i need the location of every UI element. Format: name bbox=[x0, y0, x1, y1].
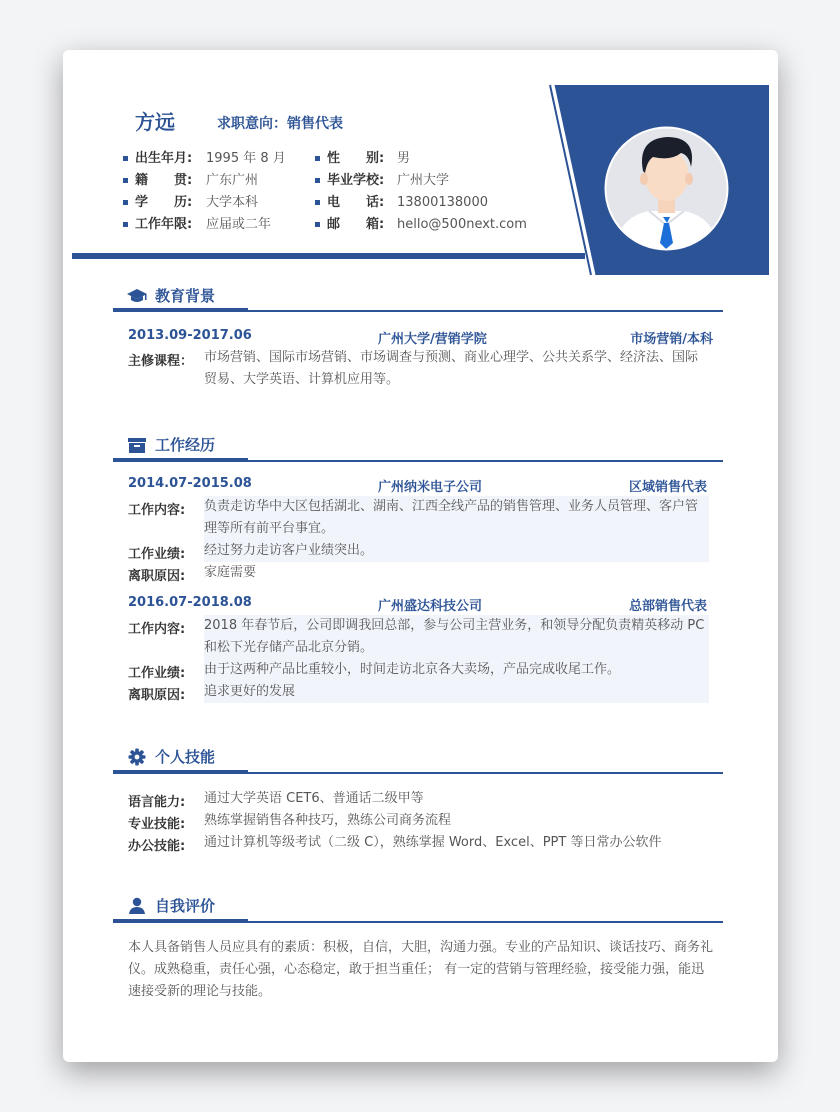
bullet-square bbox=[315, 200, 320, 205]
info-label: 电 话: bbox=[327, 195, 385, 210]
job-leave-label: 离职原因: bbox=[128, 569, 186, 584]
gear-icon bbox=[127, 748, 147, 766]
section-divider bbox=[113, 921, 723, 923]
bullet-square bbox=[123, 156, 128, 161]
job-company: 广州盛达科技公司 bbox=[378, 599, 483, 614]
skill-value: 通过大学英语 CET6、普通话二级甲等 bbox=[204, 791, 424, 806]
info-value: 1995 年 8 月 bbox=[206, 151, 286, 166]
education-degree: 市场营销/本科 bbox=[630, 332, 713, 347]
resume-page bbox=[63, 50, 778, 1062]
info-value: 男 bbox=[397, 151, 411, 166]
info-label: 籍 贯: bbox=[135, 173, 193, 188]
bullet-square bbox=[315, 156, 320, 161]
bullet-square bbox=[123, 200, 128, 205]
courses-value: 市场营销、国际市场营销、市场调查与预测、商业心理学、公共关系学、经济法、国际贸易、大学英语、计算机应用等。 bbox=[204, 350, 699, 387]
skill-value: 通过计算机等级考试（二级 C），熟练掌握 Word、Excel、PPT 等日常办公软件 bbox=[204, 835, 662, 850]
job-leave-label: 离职原因: bbox=[128, 688, 186, 703]
bullet-square bbox=[315, 178, 320, 183]
job-content-value: 负责走访华中大区包括湖北、湖南、江西全线产品的销售管理、业务人员管理、客户管理等所有前平台事宜。 bbox=[204, 499, 699, 536]
info-value: 13800138000 bbox=[397, 195, 488, 210]
skill-label: 专业技能: bbox=[128, 817, 186, 832]
info-value: hello@500next.com bbox=[397, 217, 527, 232]
section-title-text: 教育背景 bbox=[155, 287, 216, 305]
info-value: 广东广州 bbox=[206, 173, 259, 188]
job-result-label: 工作业绩: bbox=[128, 666, 186, 681]
bullet-square bbox=[123, 178, 128, 183]
skill-label: 语言能力: bbox=[128, 795, 186, 810]
archive-box-icon bbox=[127, 436, 147, 454]
info-value: 应届或二年 bbox=[206, 217, 272, 232]
job-content-label: 工作内容: bbox=[128, 622, 186, 637]
job-result-label: 工作业绩: bbox=[128, 547, 186, 562]
job-leave-value: 追求更好的发展 bbox=[204, 684, 296, 699]
education-date: 2013.09-2017.06 bbox=[128, 328, 252, 343]
info-value: 大学本科 bbox=[206, 195, 259, 210]
section-title-text: 工作经历 bbox=[155, 436, 216, 454]
skill-label: 办公技能: bbox=[128, 839, 186, 854]
job-result-value: 经过努力走访客户业绩突出。 bbox=[204, 543, 374, 558]
section-divider bbox=[113, 310, 723, 312]
job-position: 总部销售代表 bbox=[628, 599, 707, 614]
job-result-value: 由于这两种产品比重较小，时间走访北京各大卖场，产品完成收尾工作。 bbox=[204, 662, 621, 677]
job-content-value: 2018 年春节后，公司即调我回总部，参与公司主营业务，和领导分配负责精英移动 PC 和松下光存储产品北京分销。 bbox=[204, 618, 705, 655]
graduation-cap-icon bbox=[127, 287, 147, 305]
person-icon bbox=[127, 897, 147, 915]
info-label: 毕业学校: bbox=[327, 173, 385, 188]
courses-label: 主修课程： bbox=[128, 354, 194, 369]
info-value: 广州大学 bbox=[397, 173, 450, 188]
bullet-square bbox=[123, 222, 128, 227]
job-leave-value: 家庭需要 bbox=[204, 565, 257, 580]
info-label: 邮 箱: bbox=[327, 217, 385, 232]
info-label: 工作年限: bbox=[135, 217, 193, 232]
info-label: 学 历: bbox=[135, 195, 193, 210]
job-entry-header bbox=[128, 476, 713, 494]
section-title-text: 个人技能 bbox=[155, 748, 216, 766]
section-divider bbox=[113, 772, 723, 774]
skill-value: 熟练掌握销售各种技巧，熟练公司商务流程 bbox=[204, 813, 452, 828]
job-content-label: 工作内容: bbox=[128, 503, 186, 518]
header-divider bbox=[72, 253, 585, 259]
bullet-square bbox=[315, 222, 320, 227]
info-label: 性 别: bbox=[327, 151, 385, 166]
avatar bbox=[603, 125, 730, 252]
section-divider bbox=[113, 460, 723, 462]
education-school: 广州大学/营销学院 bbox=[378, 332, 487, 347]
info-label: 出生年月: bbox=[135, 151, 193, 166]
job-intent: 求职意向：销售代表 bbox=[217, 116, 343, 132]
job-date: 2014.07-2015.08 bbox=[128, 476, 252, 491]
job-entry-header bbox=[128, 595, 713, 613]
candidate-name: 方远 bbox=[135, 110, 175, 134]
education-entry-header bbox=[128, 328, 713, 346]
job-date: 2016.07-2018.08 bbox=[128, 595, 252, 610]
job-company: 广州纳米电子公司 bbox=[378, 480, 483, 495]
job-position: 区域销售代表 bbox=[628, 480, 707, 495]
self-evaluation-text: 本人具备销售人员应具有的素质：积极，自信，大胆，沟通力强。专业的产品知识、谈话技巧、商务礼仪。成熟稳重，责任心强，心态稳定，敢于担当重任； 有一定的营销与管理经验，接受能力强，能迅速接受新的理论与技能。 bbox=[128, 940, 714, 999]
section-title-text: 自我评价 bbox=[155, 897, 216, 915]
